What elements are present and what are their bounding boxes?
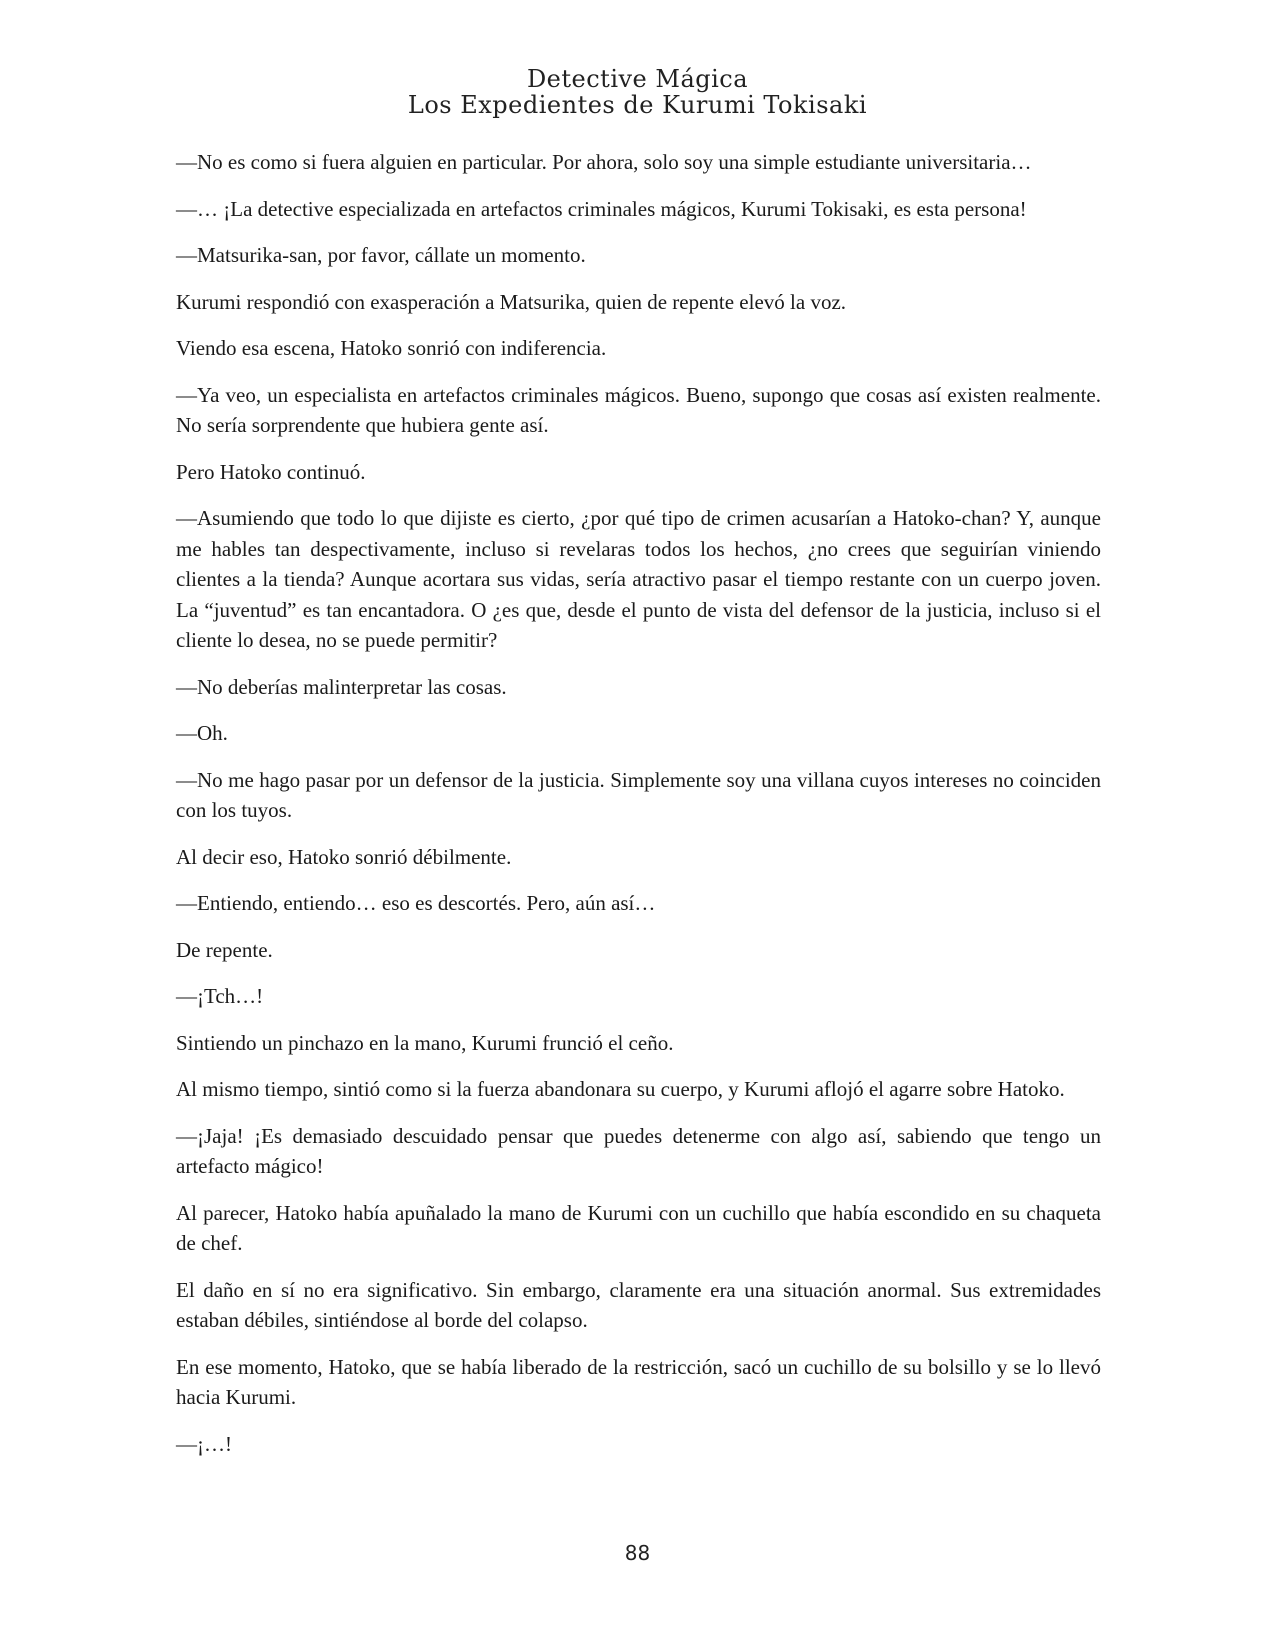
paragraph: —No deberías malinterpretar las cosas. (176, 674, 507, 699)
paragraph: —¡…! (176, 1431, 232, 1456)
page-header (0, 66, 1275, 118)
paragraph: —Oh. (176, 721, 228, 745)
paragraph: Sintiendo un pinchazo en la mano, Kurumi frunció el ceño. (176, 1030, 674, 1055)
paragraph: En ese momento, Hatoko, que se había liberado de la restricción, sacó un cuchillo de su bolsillo y se lo llevó hacia Kurumi. (176, 1354, 1101, 1409)
paragraph: —Ya veo, un especialista en artefactos criminales mágicos. Bueno, supongo que cosas así existen realmente. No sería sorprendente que hubiera gente así. (176, 382, 1101, 437)
book-title: Detective Mágica (526, 65, 749, 93)
paragraph: Al mismo tiempo, sintió como si la fuerza abandonara su cuerpo, y Kurumi aflojó el agarre sobre Hatoko. (176, 1077, 1065, 1101)
paragraph: —… ¡La detective especializada en artefactos criminales mágicos, Kurumi Tokisaki, es esta persona! (176, 196, 1027, 221)
paragraph: Pero Hatoko continuó. (176, 459, 366, 484)
paragraph: —No me hago pasar por un defensor de la justicia. Simplemente soy una villana cuyos intereses no coinciden con los tuyos. (176, 767, 1101, 822)
paragraph: —Asumiendo que todo lo que dijiste es cierto, ¿por qué tipo de crimen acusarían a Hatoko-chan? Y, aunque me hables tan despectivamente, incluso si revelaras todos los hechos, ¿no crees que seguirían viniendo clientes a la tienda? Aunque acortara sus vidas, sería atractivo pasar el tiempo restante con un cuerpo joven. La “juventud” es tan encantadora. O ¿es que, desde el punto de vista del defensor de la justicia, incluso si el cliente lo desea, no se puede permitir? (176, 506, 1101, 652)
paragraph: —Matsurika-san, por favor, cállate un momento. (176, 243, 586, 267)
paragraph: Viendo esa escena, Hatoko sonrió con indiferencia. (176, 336, 607, 360)
paragraph: —¡Jaja! ¡Es demasiado descuidado pensar que puedes detenerme con algo así, sabiendo que tengo un artefacto mágico! (176, 1123, 1101, 1178)
paragraph: De repente. (176, 937, 273, 962)
page-number: 88 (624, 1541, 651, 1565)
paragraph: —No es como si fuera alguien en particular. Por ahora, solo soy una simple estudiante universitaria… (176, 150, 1032, 174)
paragraph: Kurumi respondió con exasperación a Matsurika, quien de repente elevó la voz. (176, 289, 847, 314)
paragraph: El daño en sí no era significativo. Sin embargo, claramente era una situación anormal. Sus extremidades estaban débiles, sintiéndose al borde del colapso. (176, 1277, 1101, 1332)
paragraph: —¡Tch…! (176, 984, 264, 1008)
book-subtitle: Los Expedientes de Kurumi Tokisaki (407, 91, 868, 119)
paragraph: Al decir eso, Hatoko sonrió débilmente. (176, 844, 512, 869)
paragraph: Al parecer, Hatoko había apuñalado la mano de Kurumi con un cuchillo que había escondido en su chaqueta de chef. (176, 1200, 1101, 1255)
body-text (176, 147, 1101, 1475)
paragraph: —Entiendo, entiendo… eso es descortés. Pero, aún así… (176, 891, 656, 915)
